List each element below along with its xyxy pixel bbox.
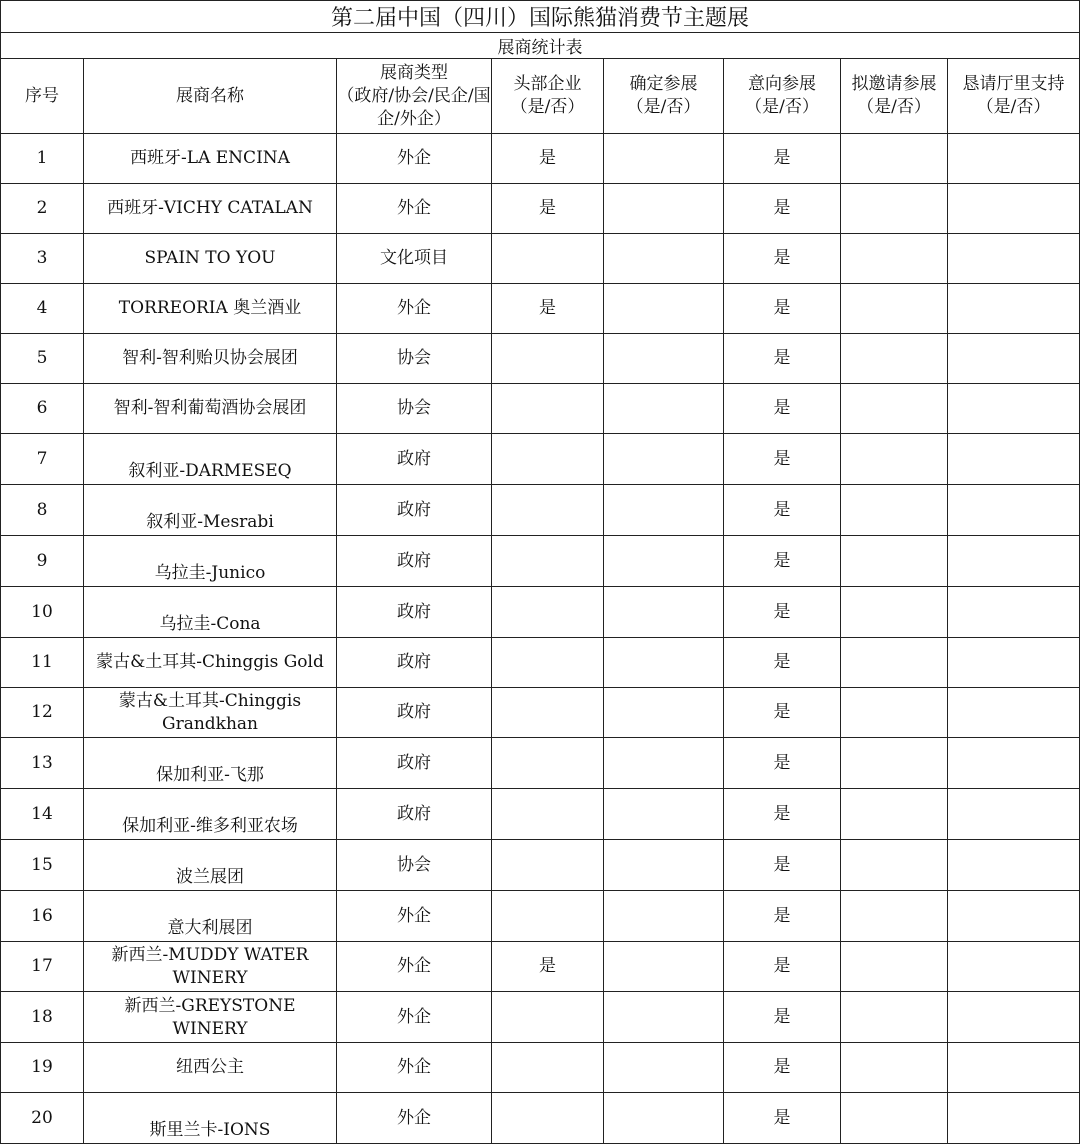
col-header-confirmed: 确定参展 （是/否） <box>604 59 724 134</box>
row-number: 18 <box>1 992 84 1043</box>
intent-mark: 是 <box>724 942 841 992</box>
row-number: 13 <box>1 738 84 789</box>
exhibitor-type: 外企 <box>337 1043 492 1093</box>
head-enterprise-mark <box>492 1093 604 1144</box>
support-mark <box>948 638 1080 688</box>
support-mark <box>948 992 1080 1043</box>
col-header-name: 展商名称 <box>84 59 337 134</box>
invite-mark <box>841 184 948 234</box>
invite-mark <box>841 536 948 587</box>
row-number: 7 <box>1 434 84 485</box>
row-number: 3 <box>1 234 84 284</box>
row-number: 5 <box>1 334 84 384</box>
exhibitor-name: 保加利亚-飞那 <box>84 738 337 789</box>
exhibitor-name: 保加利亚-维多利亚农场 <box>84 789 337 840</box>
confirmed-mark <box>604 891 724 942</box>
exhibitor-name: 智利-智利贻贝协会展团 <box>84 334 337 384</box>
row-number: 17 <box>1 942 84 992</box>
row-number: 6 <box>1 384 84 434</box>
table-row <box>1 485 1080 536</box>
table-row <box>1 1093 1080 1144</box>
support-mark <box>948 789 1080 840</box>
exhibitor-type: 政府 <box>337 536 492 587</box>
head-enterprise-mark <box>492 688 604 738</box>
confirmed-mark <box>604 134 724 184</box>
exhibitor-name: 蒙古&土耳其-Chinggis Grandkhan <box>84 688 337 738</box>
confirmed-mark <box>604 384 724 434</box>
exhibitor-name: 西班牙-VICHY CATALAN <box>84 184 337 234</box>
row-number: 14 <box>1 789 84 840</box>
col-header-support: 恳请厅里支持 （是/否） <box>948 59 1080 134</box>
exhibitor-name: 蒙古&土耳其-Chinggis Gold <box>84 638 337 688</box>
table-row <box>1 284 1080 334</box>
table-row <box>1 234 1080 284</box>
row-number: 2 <box>1 184 84 234</box>
table-row <box>1 891 1080 942</box>
confirmed-mark <box>604 789 724 840</box>
confirmed-mark <box>604 942 724 992</box>
exhibitor-name: 智利-智利葡萄酒协会展团 <box>84 384 337 434</box>
confirmed-mark <box>604 1093 724 1144</box>
head-enterprise-mark <box>492 891 604 942</box>
exhibitor-type: 外企 <box>337 284 492 334</box>
confirmed-mark <box>604 434 724 485</box>
invite-mark <box>841 992 948 1043</box>
head-enterprise-mark <box>492 992 604 1043</box>
exhibitor-type: 外企 <box>337 1093 492 1144</box>
table-row <box>1 789 1080 840</box>
head-enterprise-mark: 是 <box>492 942 604 992</box>
exhibitor-type: 文化项目 <box>337 234 492 284</box>
invite-mark <box>841 638 948 688</box>
row-number: 9 <box>1 536 84 587</box>
invite-mark <box>841 284 948 334</box>
invite-mark <box>841 334 948 384</box>
intent-mark: 是 <box>724 688 841 738</box>
invite-mark <box>841 688 948 738</box>
table-row <box>1 738 1080 789</box>
intent-mark: 是 <box>724 536 841 587</box>
support-mark <box>948 234 1080 284</box>
intent-mark: 是 <box>724 284 841 334</box>
exhibitor-name: 纽西公主 <box>84 1043 337 1093</box>
exhibitor-name: 叙利亚-DARMESEQ <box>84 434 337 485</box>
support-mark <box>948 485 1080 536</box>
row-number: 12 <box>1 688 84 738</box>
head-enterprise-mark: 是 <box>492 284 604 334</box>
support-mark <box>948 284 1080 334</box>
table-row <box>1 942 1080 992</box>
invite-mark <box>841 840 948 891</box>
support-mark <box>948 384 1080 434</box>
intent-mark: 是 <box>724 1093 841 1144</box>
exhibitor-name: 叙利亚-Mesrabi <box>84 485 337 536</box>
intent-mark: 是 <box>724 485 841 536</box>
invite-mark <box>841 434 948 485</box>
support-mark <box>948 587 1080 638</box>
exhibitor-type: 政府 <box>337 789 492 840</box>
head-enterprise-mark <box>492 738 604 789</box>
col-header-invite: 拟邀请参展 （是/否） <box>841 59 948 134</box>
table-row <box>1 688 1080 738</box>
exhibitor-type: 外企 <box>337 942 492 992</box>
row-number: 16 <box>1 891 84 942</box>
exhibitor-type: 政府 <box>337 434 492 485</box>
head-enterprise-mark <box>492 789 604 840</box>
head-enterprise-mark <box>492 434 604 485</box>
exhibitor-name: 乌拉圭-Cona <box>84 587 337 638</box>
table-row <box>1 840 1080 891</box>
head-enterprise-mark <box>492 384 604 434</box>
invite-mark <box>841 738 948 789</box>
head-enterprise-mark <box>492 840 604 891</box>
confirmed-mark <box>604 234 724 284</box>
row-number: 1 <box>1 134 84 184</box>
col-header-head: 头部企业 （是/否） <box>492 59 604 134</box>
table-row <box>1 638 1080 688</box>
exhibitor-type: 政府 <box>337 638 492 688</box>
table-row <box>1 992 1080 1043</box>
exhibitor-type: 外企 <box>337 134 492 184</box>
table-row <box>1 587 1080 638</box>
exhibitor-name: SPAIN TO YOU <box>84 234 337 284</box>
exhibitor-type: 政府 <box>337 587 492 638</box>
head-enterprise-mark <box>492 485 604 536</box>
head-enterprise-mark: 是 <box>492 134 604 184</box>
support-mark <box>948 942 1080 992</box>
support-mark <box>948 840 1080 891</box>
sheet-subtitle: 展商统计表 <box>1 33 1080 59</box>
exhibitor-type: 政府 <box>337 738 492 789</box>
support-mark <box>948 434 1080 485</box>
sheet-title: 第二届中国（四川）国际熊猫消费节主题展 <box>1 1 1080 33</box>
intent-mark: 是 <box>724 1043 841 1093</box>
intent-mark: 是 <box>724 184 841 234</box>
exhibitor-name: TORREORIA 奥兰酒业 <box>84 284 337 334</box>
confirmed-mark <box>604 536 724 587</box>
table-row <box>1 1043 1080 1093</box>
row-number: 19 <box>1 1043 84 1093</box>
confirmed-mark <box>604 738 724 789</box>
exhibitor-type: 协会 <box>337 334 492 384</box>
intent-mark: 是 <box>724 738 841 789</box>
head-enterprise-mark <box>492 1043 604 1093</box>
exhibitor-name: 新西兰-MUDDY WATER WINERY <box>84 942 337 992</box>
col-header-intent: 意向参展 （是/否） <box>724 59 841 134</box>
confirmed-mark <box>604 334 724 384</box>
exhibitor-type: 协会 <box>337 384 492 434</box>
confirmed-mark <box>604 1043 724 1093</box>
support-mark <box>948 1043 1080 1093</box>
exhibitor-type: 政府 <box>337 485 492 536</box>
intent-mark: 是 <box>724 587 841 638</box>
col-header-no: 序号 <box>1 59 84 134</box>
table-row <box>1 434 1080 485</box>
support-mark <box>948 688 1080 738</box>
table-row <box>1 384 1080 434</box>
head-enterprise-mark <box>492 536 604 587</box>
confirmed-mark <box>604 638 724 688</box>
invite-mark <box>841 1043 948 1093</box>
invite-mark <box>841 485 948 536</box>
invite-mark <box>841 234 948 284</box>
invite-mark <box>841 1093 948 1144</box>
row-number: 8 <box>1 485 84 536</box>
intent-mark: 是 <box>724 234 841 284</box>
support-mark <box>948 134 1080 184</box>
confirmed-mark <box>604 587 724 638</box>
exhibitor-name: 乌拉圭-Junico <box>84 536 337 587</box>
row-number: 10 <box>1 587 84 638</box>
invite-mark <box>841 384 948 434</box>
intent-mark: 是 <box>724 789 841 840</box>
exhibitor-type: 外企 <box>337 891 492 942</box>
confirmed-mark <box>604 688 724 738</box>
exhibitor-type: 外企 <box>337 184 492 234</box>
intent-mark: 是 <box>724 384 841 434</box>
head-enterprise-mark: 是 <box>492 184 604 234</box>
exhibitor-type: 政府 <box>337 688 492 738</box>
intent-mark: 是 <box>724 891 841 942</box>
col-header-type: 展商类型 （政府/协会/民企/国企/外企） <box>337 59 492 134</box>
table-row <box>1 184 1080 234</box>
row-number: 4 <box>1 284 84 334</box>
intent-mark: 是 <box>724 134 841 184</box>
support-mark <box>948 738 1080 789</box>
head-enterprise-mark <box>492 587 604 638</box>
table-row <box>1 536 1080 587</box>
exhibitor-type: 协会 <box>337 840 492 891</box>
support-mark <box>948 1093 1080 1144</box>
confirmed-mark <box>604 184 724 234</box>
exhibitor-name: 斯里兰卡-IONS <box>84 1093 337 1144</box>
row-number: 20 <box>1 1093 84 1144</box>
intent-mark: 是 <box>724 638 841 688</box>
intent-mark: 是 <box>724 992 841 1043</box>
head-enterprise-mark <box>492 234 604 284</box>
row-number: 15 <box>1 840 84 891</box>
exhibitor-type: 外企 <box>337 992 492 1043</box>
support-mark <box>948 184 1080 234</box>
table-row <box>1 134 1080 184</box>
confirmed-mark <box>604 485 724 536</box>
intent-mark: 是 <box>724 840 841 891</box>
invite-mark <box>841 891 948 942</box>
intent-mark: 是 <box>724 334 841 384</box>
invite-mark <box>841 942 948 992</box>
support-mark <box>948 334 1080 384</box>
exhibitor-name: 意大利展团 <box>84 891 337 942</box>
table-row <box>1 334 1080 384</box>
exhibitor-name: 西班牙-LA ENCINA <box>84 134 337 184</box>
exhibitor-name: 波兰展团 <box>84 840 337 891</box>
head-enterprise-mark <box>492 334 604 384</box>
confirmed-mark <box>604 992 724 1043</box>
support-mark <box>948 891 1080 942</box>
confirmed-mark <box>604 284 724 334</box>
confirmed-mark <box>604 840 724 891</box>
invite-mark <box>841 789 948 840</box>
exhibitor-name: 新西兰-GREYSTONE WINERY <box>84 992 337 1043</box>
head-enterprise-mark <box>492 638 604 688</box>
row-number: 11 <box>1 638 84 688</box>
support-mark <box>948 536 1080 587</box>
invite-mark <box>841 587 948 638</box>
intent-mark: 是 <box>724 434 841 485</box>
invite-mark <box>841 134 948 184</box>
